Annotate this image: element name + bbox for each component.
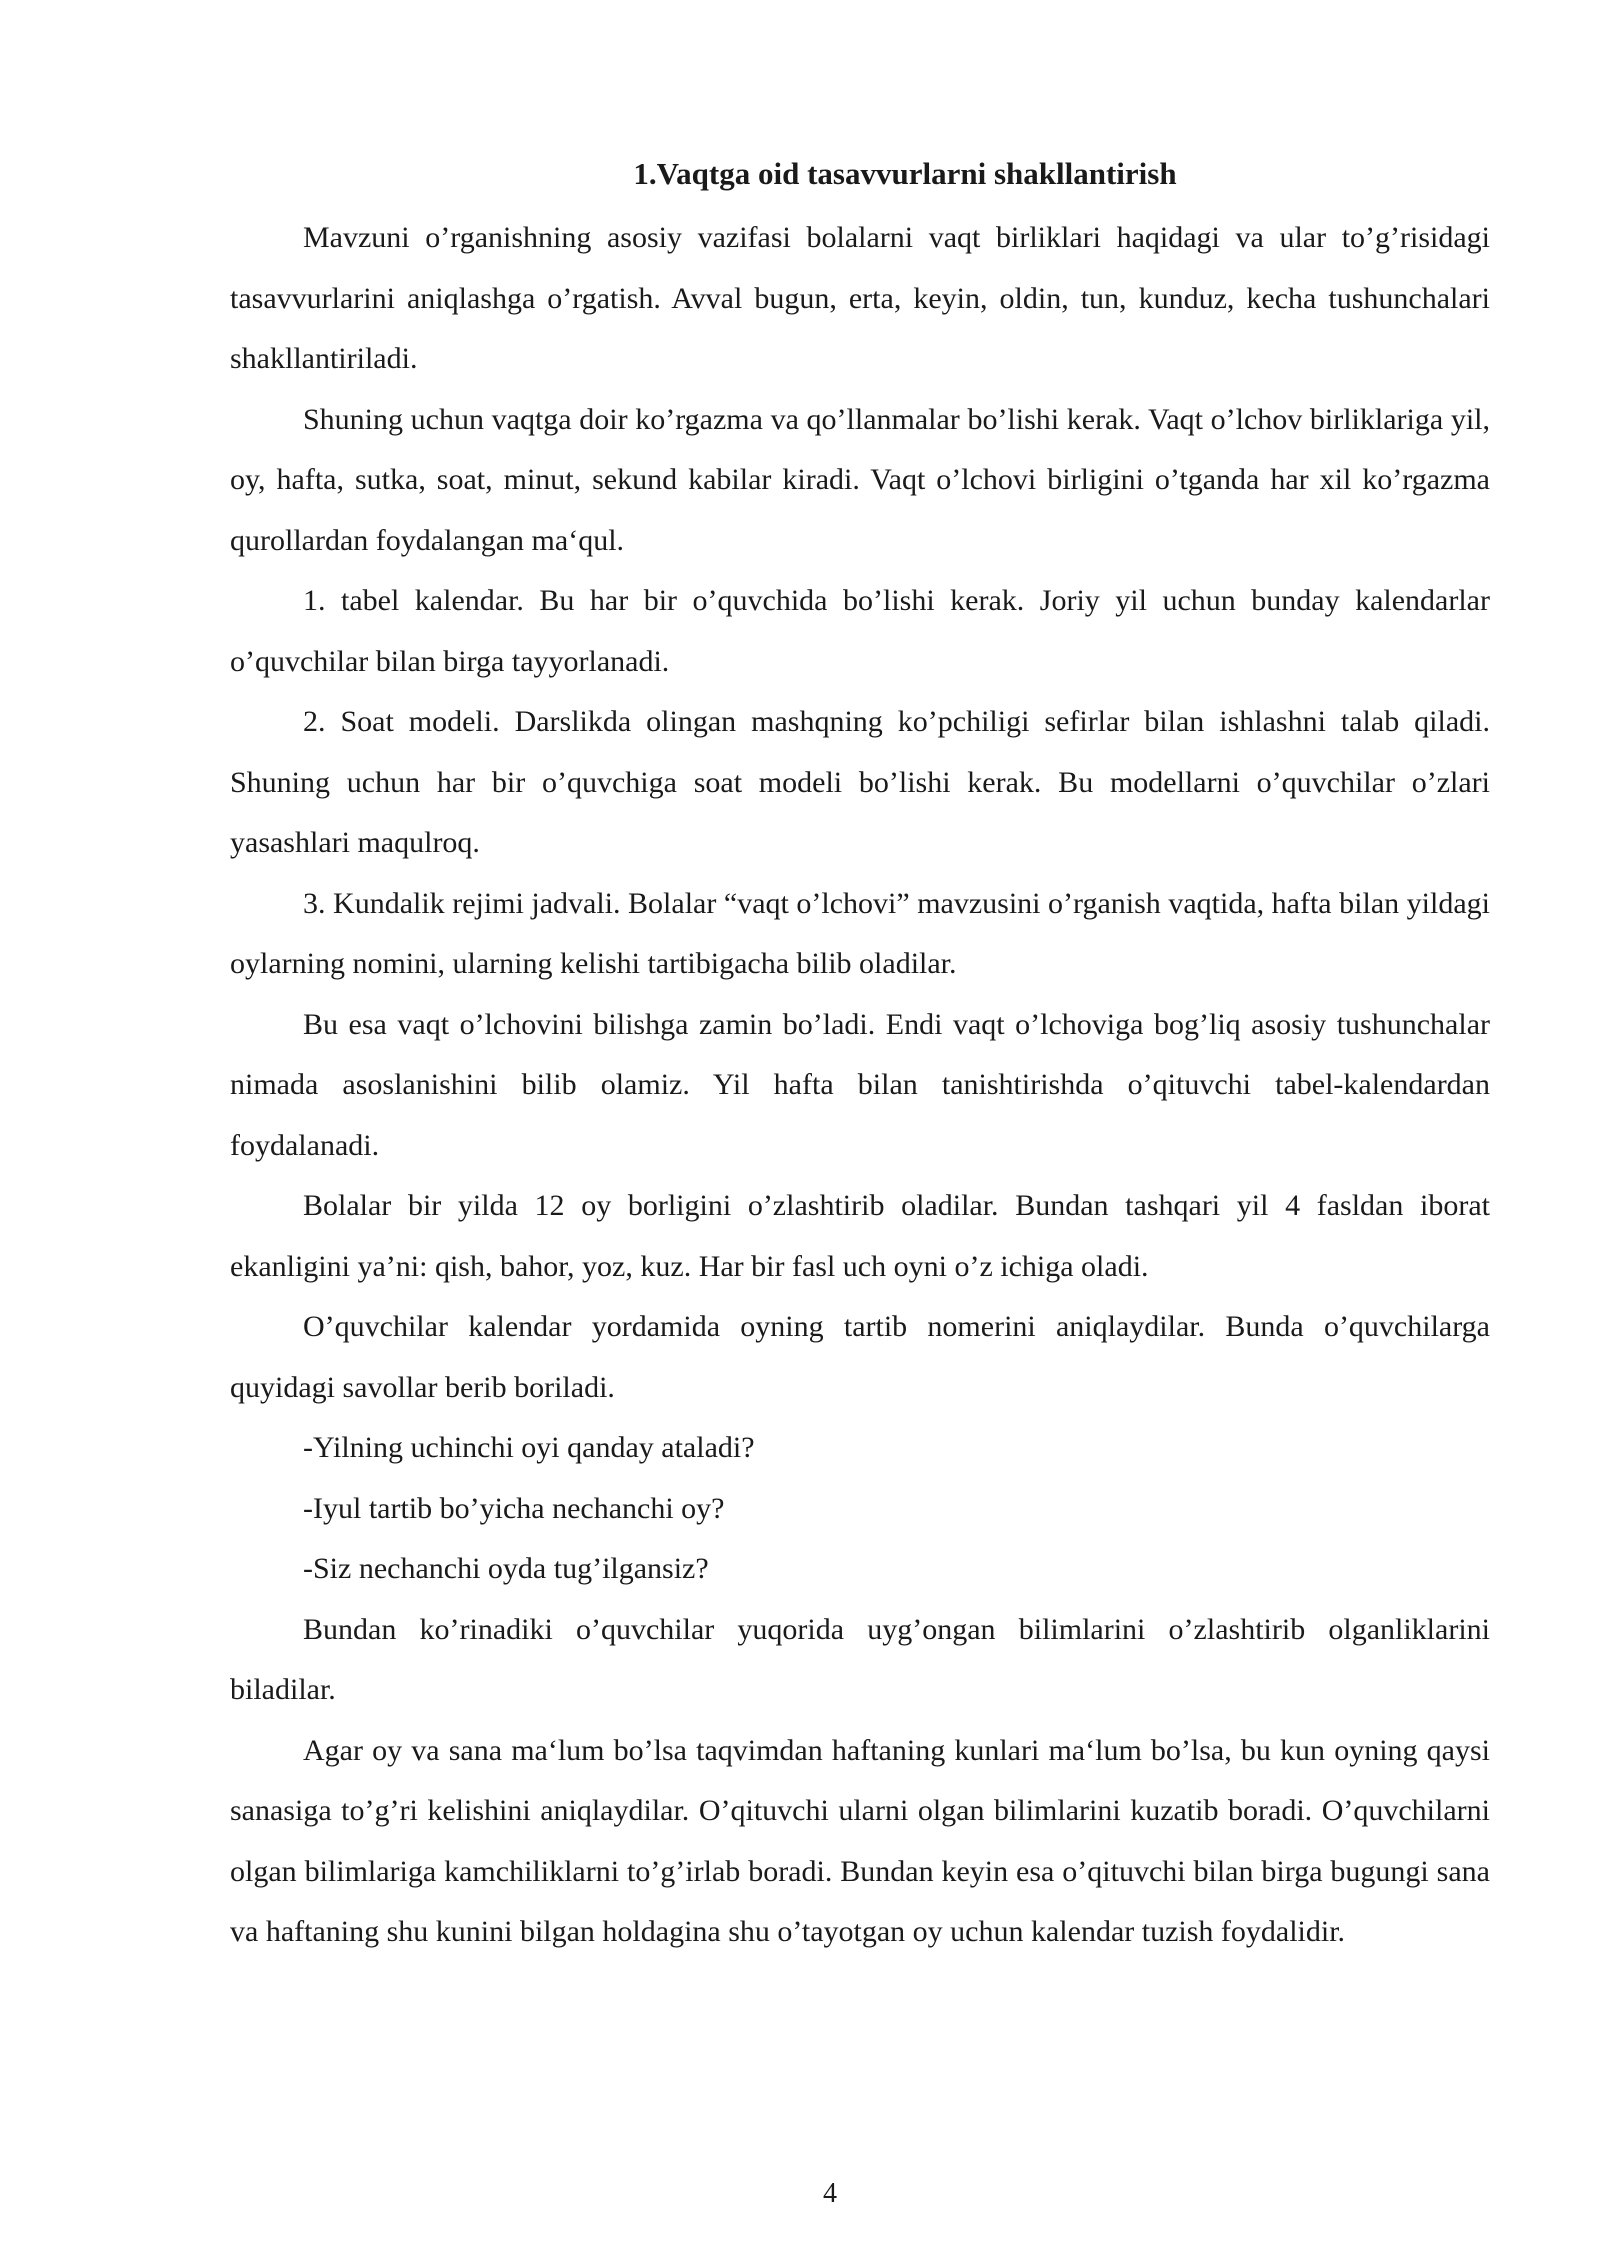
question-item: -Yilning uchinchi oyi qanday ataladi? <box>303 1431 755 1464</box>
paragraph: 1. tabel kalendar. Bu har bir o’quvchida bo’lishi kerak. Joriy yil uchun bunday kalendarlar o’quvchilar bilan birga tayyorlanadi. <box>230 584 1490 678</box>
paragraph: Bu esa vaqt o’lchovini bilishga zamin bo’ladi. Endi vaqt o’lchoviga bog’liq asosiy tushunchalar nimada asoslanishini bilib olamiz. Yil hafta bilan tanishtirishda o’qituvchi tabel-kalendardan foydalanadi. <box>230 1007 1490 1162</box>
section-title: 1.Vaqtga oid tasavvurlarni shakllantirish <box>633 156 1177 191</box>
paragraph: 3. Kundalik rejimi jadvali. Bolalar “vaqt o’lchovi” mavzusini o’rganish vaqtida, hafta bilan yildagi oylarning nomini, ularning kelishi tartibigacha bilib oladilar. <box>230 886 1490 980</box>
paragraph: Shuning uchun vaqtga doir ko’rgazma va qo’llanmalar bo’lishi kerak. Vaqt o’lchov birliklariga yil, oy, hafta, sutka, soat, minut, sekund kabilar kiradi. Vaqt o’lchovi birligini o’tganda har xil ko’rgazma qurollardan foydalangan ma‘qul. <box>230 402 1490 557</box>
paragraph: O’quvchilar kalendar yordamida oyning tartib nomerini aniqlaydilar. Bunda o’quvchilarga quyidagi savollar berib boriladi. <box>230 1310 1490 1404</box>
question-item: -Siz nechanchi oyda tug’ilgansiz? <box>303 1552 709 1585</box>
paragraph: Bolalar bir yilda 12 oy borligini o’zlashtirib oladilar. Bundan tashqari yil 4 fasldan iborat ekanligini ya’ni: qish, bahor, yoz, kuz. Har bir fasl uch oyni o’z ichiga oladi. <box>230 1189 1490 1283</box>
page-number: 4 <box>823 2178 837 2209</box>
paragraph: Agar oy va sana ma‘lum bo’lsa taqvimdan haftaning kunlari ma‘lum bo’lsa, bu kun oyning qaysi sanasiga to’g’ri kelishini aniqlaydilar. O’qituvchi ularni olgan bilimlarini kuzatib boradi. O’quvchilarni olgan bilimlariga kamchiliklarni to’g’irlab boradi. Bundan keyin esa o’qituvchi bilan birga bugungi sana va haftaning shu kunini bilgan holdagina shu o’tayotgan oy uchun kalendar tuzish foydalidir. <box>230 1733 1490 1948</box>
paragraph: 2. Soat modeli. Darslikda olingan mashqning ko’pchiligi sefirlar bilan ishlashni talab qiladi. Shuning uchun har bir o’quvchiga soat modeli bo’lishi kerak. Bu modellarni o’quvchilar o’zlari yasashlari maqulroq. <box>230 705 1490 859</box>
paragraph: Mavzuni o’rganishning asosiy vazifasi bolalarni vaqt birliklari haqidagi va ular to’g’risidagi tasavvurlarini aniqlashga o’rgatish. Avval bugun, erta, keyin, oldin, tun, kunduz, kecha tushunchalari shakllantiriladi. <box>230 221 1490 375</box>
question-item: -Iyul tartib bo’yicha nechanchi oy? <box>303 1491 725 1525</box>
document-page <box>230 150 1490 1963</box>
paragraph: Bundan ko’rinadiki o’quvchilar yuqorida uyg’ongan bilimlarini o’zlashtirib olganliklarini biladilar. <box>230 1612 1490 1706</box>
